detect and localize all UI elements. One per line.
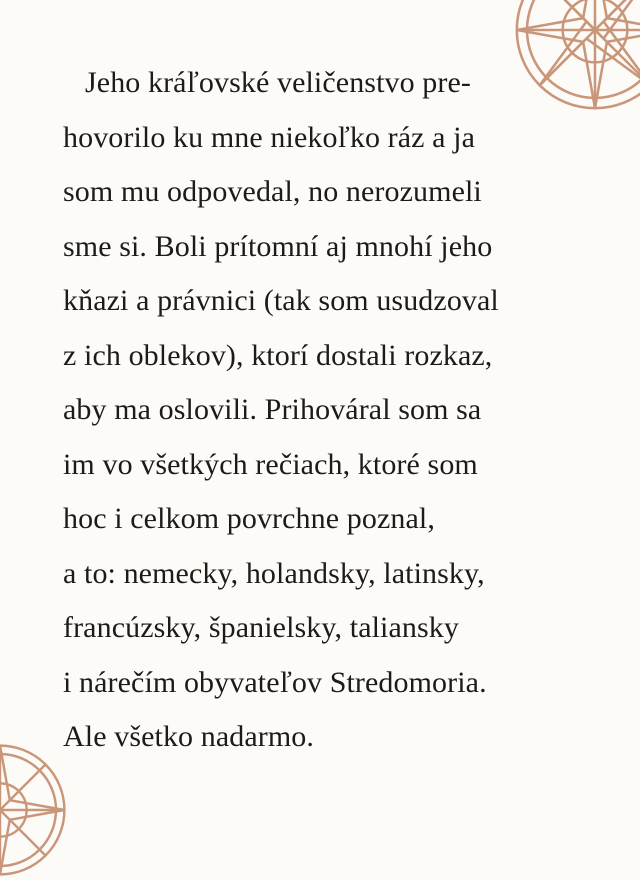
text-line: z ich oblekov), ktorí dostali rozkaz, — [63, 338, 493, 372]
text-line: hoc i celkom povrchne poznal, — [63, 502, 435, 535]
text-line: i nárečím obyvateľov Stredomoria. — [63, 665, 487, 699]
text-line: Jeho kráľovské veličenstvo pre- — [85, 66, 471, 99]
text-line: Ale všetko nadarmo. — [63, 720, 314, 753]
text-line: im vo všetkých rečiach, ktoré som — [63, 447, 478, 481]
text-line: aby ma oslovili. Prihováral som sa — [63, 393, 482, 426]
text-line: francúzsky, španielsky, taliansky — [63, 611, 459, 644]
text-line: sme si. Boli prítomní aj mnohí jeho — [63, 229, 493, 263]
paragraph — [63, 56, 583, 765]
text-line: kňazi a právnici (tak som usudzoval — [63, 284, 499, 317]
text-line: a to: nemecky, holandsky, latinsky, — [63, 556, 485, 590]
text-line: som mu odpovedal, no nerozumeli — [63, 175, 482, 208]
compass-rose-icon — [0, 740, 70, 880]
text-line: hovorilo ku mne niekoľko ráz a ja — [63, 120, 476, 154]
